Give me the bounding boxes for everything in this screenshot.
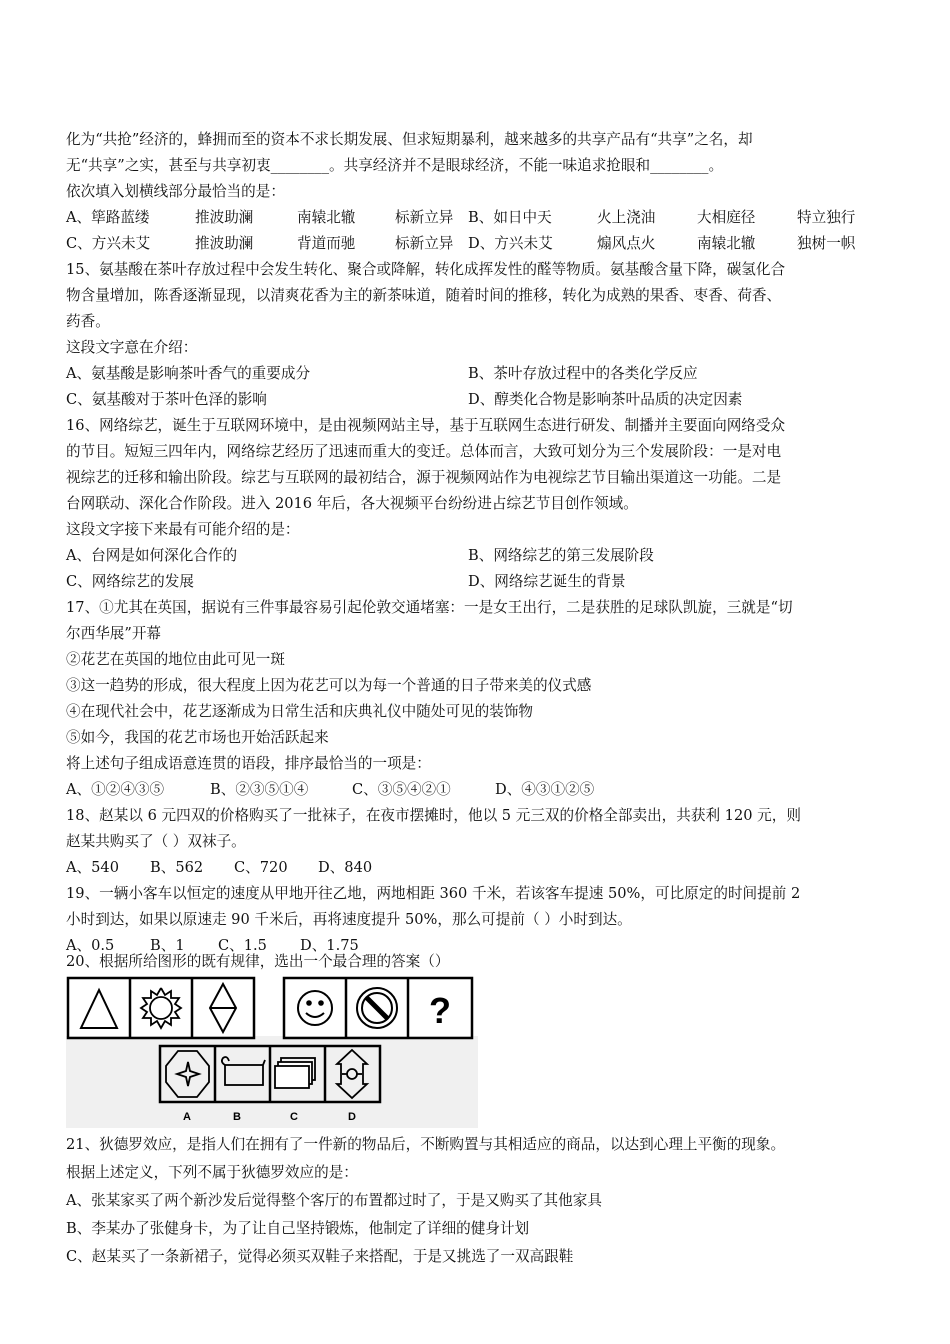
- q17-text-line-1: 17、①尤其在英国，据说有三件事最容易引起伦敦交通堵塞：一是女王出行，二是获胜的足球队凯旋，三就是“切: [66, 599, 793, 616]
- q15-option-b[interactable]: B、茶叶存放过程中的各类化学反应: [468, 365, 698, 382]
- q17-option-a[interactable]: A、①②④③⑤: [66, 781, 165, 798]
- answer-panel-background: [66, 1036, 478, 1128]
- q17-option-b[interactable]: B、②③⑤①④: [210, 781, 309, 798]
- q18-option-b[interactable]: B、562: [150, 859, 204, 876]
- q15-option-a[interactable]: A、氨基酸是影响茶叶香气的重要成分: [66, 365, 311, 382]
- q16-text-line-2: 的节目。短短三四年内，网络综艺经历了迅速而重大的变迁。总体而言，大致可划分为三个发展阶段：一是对电: [66, 443, 782, 460]
- q16-option-b[interactable]: B、网络综艺的第三发展阶段: [468, 547, 654, 564]
- answer-label-c: C: [290, 1111, 298, 1123]
- q14-c-word-2: 推波助澜: [195, 235, 254, 252]
- answer-label-d: D: [348, 1111, 356, 1123]
- q14-a-word-1: A、筚路蓝缕: [66, 209, 150, 226]
- q14-d-word-4: 独树一帜: [797, 235, 856, 252]
- q14-d-word-3: 南辕北辙: [697, 235, 756, 252]
- q21-option-a[interactable]: A、张某家买了两个新沙发后觉得整个客厅的布置都过时了，于是又购买了其他家具: [66, 1192, 602, 1209]
- q19-option-c[interactable]: C、1.5: [218, 937, 267, 954]
- answer-label-a: A: [183, 1111, 191, 1123]
- q18-option-d[interactable]: D、840: [318, 859, 373, 876]
- q14-text-line-2: 无“共享”之实，甚至与共享初衷________。共享经济并不是眼球经济，不能一味追求抢眼和________。: [66, 157, 724, 174]
- q21-option-c[interactable]: C、赵某买了一条新裙子，觉得必须买双鞋子来搭配，于是又挑选了一双高跟鞋: [66, 1248, 574, 1265]
- question-mark: ?: [429, 990, 451, 1031]
- q17-sentence-4: ④在现代社会中，花艺逐渐成为日常生活和庆典礼仪中随处可见的装饰物: [66, 703, 534, 720]
- q14-a-word-3: 南辕北辙: [297, 209, 356, 226]
- q14-c-word-1: C、方兴未艾: [66, 235, 151, 252]
- q17-sentence-2: ②花艺在英国的地位由此可见一斑: [66, 651, 285, 668]
- q18-text-line-1: 18、赵某以 6 元四双的价格购买了一批袜子，在夜市摆摊时，他以 5 元三双的价格全部卖出，共获利 120 元，则: [66, 807, 801, 824]
- q17-option-c[interactable]: C、③⑤④②①: [352, 781, 451, 798]
- q19-option-b[interactable]: B、1: [150, 937, 185, 954]
- q14-text-line-1: 化为“共抢”经济的，蜂拥而至的资本不求长期发展、但求短期暴利，越来越多的共享产品有“共享”之名，却: [66, 131, 753, 148]
- q15-prompt: 这段文字意在介绍：: [66, 339, 198, 356]
- prohibition-icon: [357, 988, 397, 1028]
- q20-figure-puzzle: [66, 976, 478, 1128]
- q16-option-d[interactable]: D、网络综艺诞生的背景: [468, 573, 626, 590]
- q16-text-line-3: 视综艺的迁移和输出阶段。综艺与互联网的最初结合，源于视频网站作为电视综艺节目输出渠道这一功能。二是: [66, 469, 782, 486]
- q18-option-c[interactable]: C、720: [234, 859, 288, 876]
- q17-option-d[interactable]: D、④③①②⑤: [495, 781, 595, 798]
- q18-option-a[interactable]: A、540: [66, 859, 119, 876]
- q17-prompt: 将上述句子组成语意连贯的语段，排序最恰当的一项是：: [66, 755, 431, 772]
- q14-d-word-1: D、方兴未艾: [468, 235, 553, 252]
- q14-c-word-4: 标新立异: [395, 235, 454, 252]
- q19-text-line-2: 小时到达，如果以原速走 90 千米后，再将速度提升 50%，那么可提前（ ）小时到达。: [66, 911, 632, 928]
- q14-prompt: 依次填入划横线部分最恰当的是：: [66, 183, 285, 200]
- q14-a-word-4: 标新立异: [395, 209, 454, 226]
- q16-text-line-1: 16、网络综艺，诞生于互联网环境中，是由视频网站主导，基于互联网生态进行研发、制播并主要面向网络受众: [66, 417, 786, 434]
- q16-option-c[interactable]: C、网络综艺的发展: [66, 573, 194, 590]
- q15-option-c[interactable]: C、氨基酸对于茶叶色泽的影响: [66, 391, 267, 408]
- q17-sentence-5: ⑤如今，我国的花艺市场也开始活跃起来: [66, 729, 329, 746]
- q18-text-line-2: 赵某共购买了（ ）双袜子。: [66, 833, 246, 850]
- q20-prompt: 20、根据所给图形的既有规律，选出一个最合理的答案（）: [66, 953, 450, 970]
- answer-label-b: B: [233, 1111, 241, 1123]
- q19-text-line-1: 19、一辆小客车以恒定的速度从甲地开往乙地，两地相距 360 千米，若该客车提速 50%，可比原定的时间提前 2: [66, 885, 801, 902]
- q17-text-line-2: 尔西华展”开幕: [66, 625, 162, 642]
- q19-option-a[interactable]: A、0.5: [66, 937, 115, 954]
- q21-option-b[interactable]: B、李某办了张健身卡，为了让自己坚持锻炼，他制定了详细的健身计划: [66, 1220, 530, 1237]
- q15-text-line-1: 15、氨基酸在茶叶存放过程中会发生转化、聚合或降解，转化成挥发性的醛等物质。氨基酸含量下降，碳氢化合: [66, 261, 786, 278]
- q16-prompt: 这段文字接下来最有可能介绍的是：: [66, 521, 300, 538]
- q14-d-word-2: 煽风点火: [597, 235, 656, 252]
- q16-option-a[interactable]: A、台网是如何深化合作的: [66, 547, 238, 564]
- q16-text-line-4: 台网联动、深化合作阶段。进入 2016 年后，各大视频平台纷纷进占综艺节目创作领域。: [66, 495, 638, 512]
- q21-text-line-1: 21、狄德罗效应，是指人们在拥有了一件新的物品后，不断购置与其相适应的商品，以达到心理上平衡的现象。: [66, 1136, 786, 1153]
- q17-sentence-3: ③这一趋势的形成，很大程度上因为花艺可以为每一个普通的日子带来美的仪式感: [66, 677, 592, 694]
- q14-c-word-3: 背道而驰: [297, 235, 356, 252]
- q14-b-word-4: 特立独行: [797, 209, 856, 226]
- q19-option-d[interactable]: D、1.75: [300, 937, 359, 954]
- q15-text-line-2: 物含量增加，陈香逐渐显现，以清爽花香为主的新茶味道，随着时间的推移，转化为成熟的果香、枣香、荷香、: [66, 287, 782, 304]
- option-c-figure[interactable]: [275, 1058, 315, 1088]
- q14-b-word-2: 火上浇油: [597, 209, 656, 226]
- q14-b-word-3: 大相庭径: [697, 209, 756, 226]
- q15-option-d[interactable]: D、醇类化合物是影响茶叶品质的决定因素: [468, 391, 743, 408]
- q15-text-line-3: 药香。: [66, 313, 110, 330]
- q14-b-word-1: B、如日中天: [468, 209, 552, 226]
- q14-a-word-2: 推波助澜: [195, 209, 254, 226]
- q21-prompt: 根据上述定义，下列不属于狄德罗效应的是：: [66, 1164, 358, 1181]
